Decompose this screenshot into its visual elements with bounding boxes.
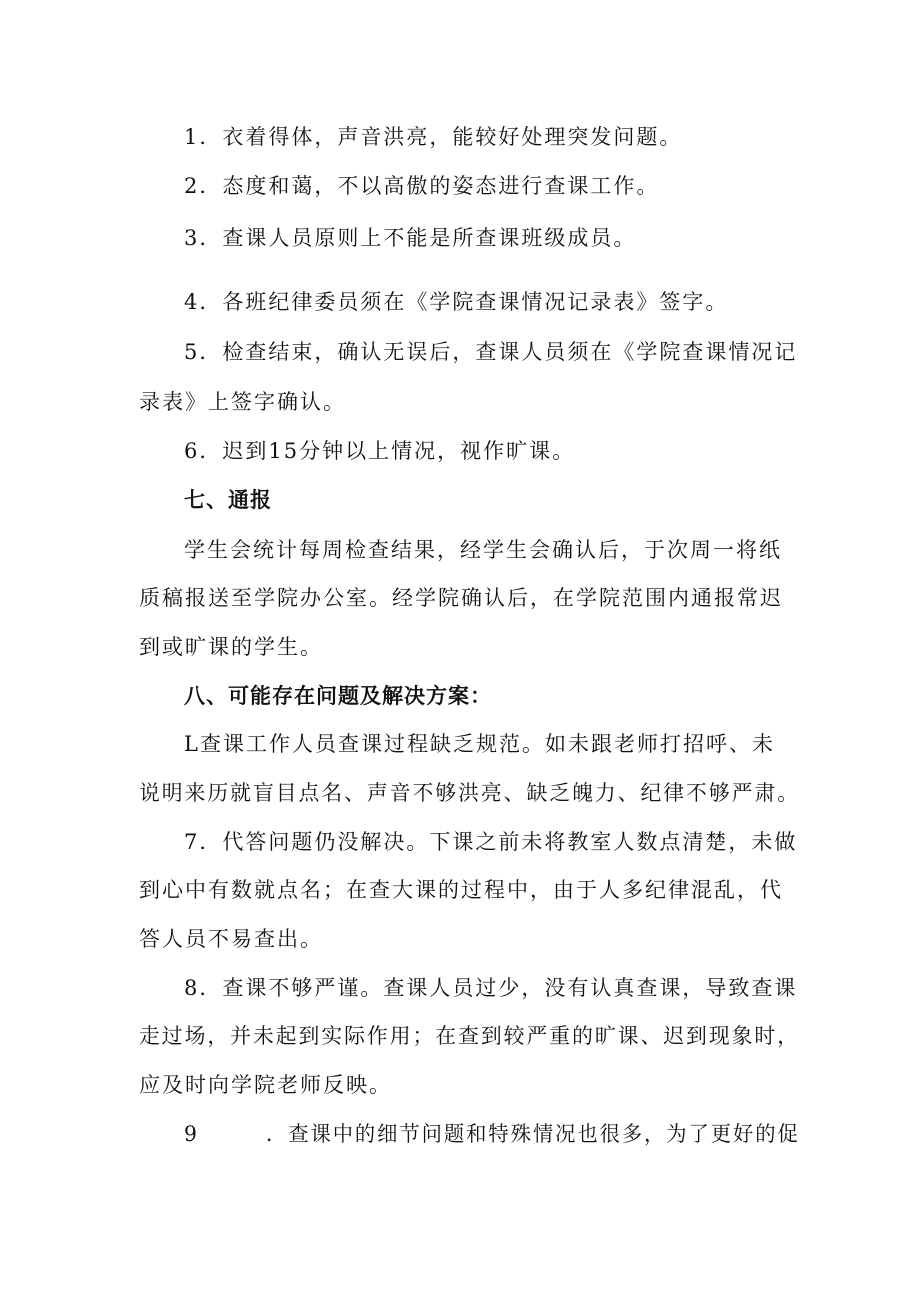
problem-item-l-continued: 说明来历就盲目点名、声音不够洪亮、缺乏魄力、纪律不够严肃。: [139, 781, 800, 805]
section-heading-report: 七、通报: [184, 488, 272, 512]
rule-item-2: 2．态度和蔼，不以高傲的姿态进行查课工作。: [184, 174, 660, 198]
paragraph-line: 学生会统计每周检查结果，经学生会确认后，于次周一将纸: [184, 538, 782, 562]
section-heading-problems: 八、可能存在问题及解决方案：: [184, 684, 492, 708]
paragraph-line: 质稿报送至学院办公室。经学院确认后，在学院范围内通报常迟: [139, 586, 783, 610]
problem-item-l: L查课工作人员查课过程缺乏规范。如未跟老师打招呼、未: [184, 732, 775, 756]
problem-item-9: 9 ．查课中的细节问题和特殊情况也很多，为了更好的促: [184, 1122, 800, 1146]
problem-item-8: 8．查课不够严谨。查课人员过少，没有认真查课，导致查课: [184, 976, 798, 1000]
rule-item-4: 4．各班纪律委员须在《学院查课情况记录表》签字。: [184, 290, 729, 314]
problem-item-8-continued: 走过场，并未起到实际作用；在查到较严重的旷课、迟到现象时，: [139, 1024, 800, 1048]
rule-item-5: 5．检查结束，确认无误后，查课人员须在《学院查课情况记: [184, 340, 798, 364]
paragraph-line: 到或旷课的学生。: [139, 635, 323, 659]
rule-item-3: 3．查课人员原则上不能是所查课班级成员。: [184, 226, 637, 250]
rule-item-1: 1．衣着得体，声音洪亮，能较好处理突发问题。: [184, 125, 683, 149]
problem-item-7-continued: 答人员不易查出。: [139, 927, 323, 951]
rule-item-6: 6．迟到15分钟以上情况，视作旷课。: [184, 439, 576, 463]
problem-item-8-continued: 应及时向学院老师反映。: [139, 1073, 392, 1097]
problem-item-7: 7．代答问题仍没解决。下课之前未将教室人数点清楚，未做: [184, 830, 798, 854]
rule-item-5-continued: 录表》上签字确认。: [139, 390, 346, 414]
problem-item-7-continued: 到心中有数就点名；在查大课的过程中，由于人多纪律混乱，代: [139, 878, 783, 902]
